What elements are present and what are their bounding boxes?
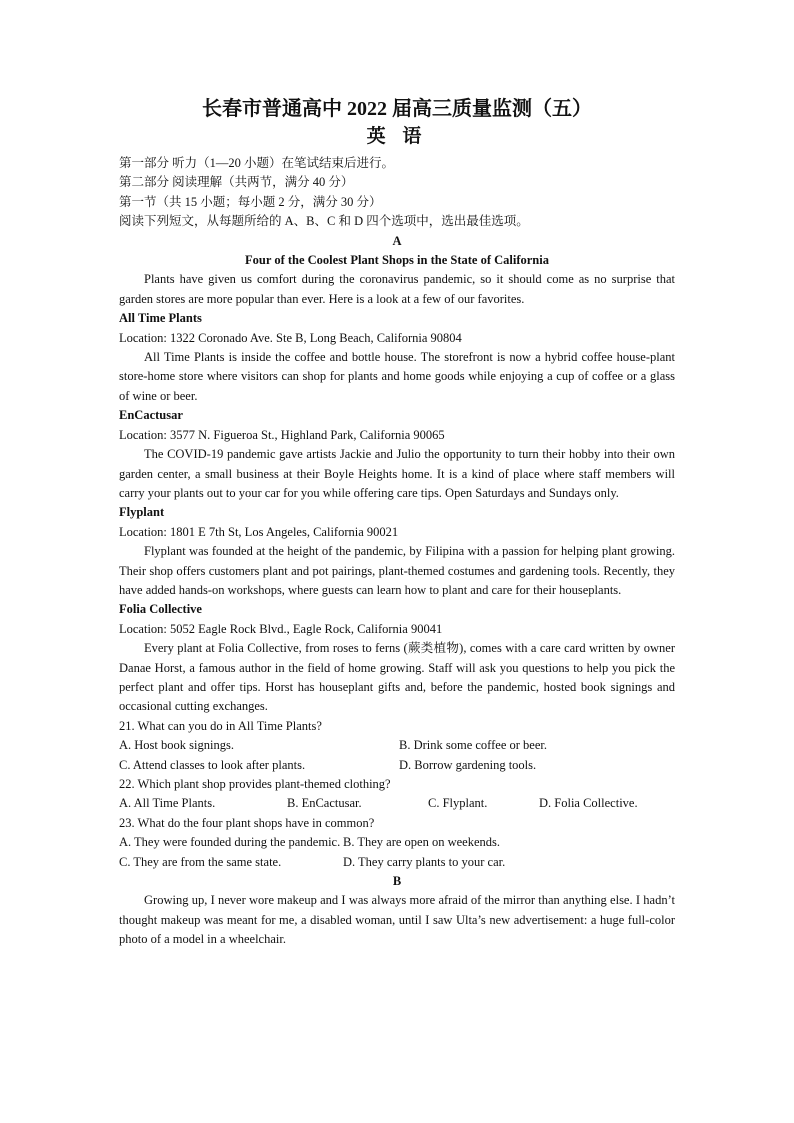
option-c: C. Flyplant. [428, 796, 488, 811]
passage-b-text: Growing up, I never wore makeup and I was always more afraid of the mirror than anything else. I hadn’t thought makeup was meant for me, a disabled woman, until I saw Ulta’s new advertisement: a huge full-color photo of a model in a wheelchair. [119, 893, 675, 947]
question-options [119, 794, 675, 813]
option-a: A. They were founded during the pandemic. [119, 835, 341, 850]
shop-location: Location: 3577 N. Figueroa St., Highland Park, California 90065 [119, 427, 445, 442]
option-b: B. Drink some coffee or beer. [399, 738, 547, 753]
passage-a-letter: A [392, 233, 402, 248]
option-d: D. They carry plants to your car. [343, 854, 506, 869]
shop-name: Flyplant [119, 505, 165, 520]
shop-description: Every plant at Folia Collective, from roses to ferns (蕨类植物), comes with a care card written by owner Danae Horst, a famous author in the field of home growing. Staff will ask you questions to help you pick the perfect plant and offer tips. Horst has houseplant gifts and, before the pandemic, hosted book signings and occasional cutting exchanges. [119, 641, 675, 714]
shop-name: EnCactusar [119, 408, 183, 423]
option-a: A. Host book signings. [119, 738, 234, 753]
shop-name: All Time Plants [119, 311, 202, 326]
passage-a-intro: Plants have given us comfort during the coronavirus pandemic, so it should come as no surprise that garden stores are more popular than ever. Here is a look at a few of our favorites. [119, 272, 675, 306]
option-d: D. Folia Collective. [539, 796, 638, 811]
instruction-line: 第二部分 阅读理解（共两节，满分 40 分） [119, 175, 354, 190]
shop-location: Location: 5052 Eagle Rock Blvd., Eagle Rock, California 90041 [119, 621, 443, 636]
shop-description: All Time Plants is inside the coffee and bottle house. The storefront is now a hybrid coffee house-plant store-home store where visitors can shop for plants and home goods while enjoying a cup of coffee or a glass of wine or beer. [119, 350, 675, 403]
exam-title: 长春市普通高中 2022 届高三质量监测（五） [202, 98, 592, 120]
shop-location: Location: 1322 Coronado Ave. Ste B, Long Beach, California 90804 [119, 330, 462, 345]
question-stem: 23. What do the four plant shops have in common? [119, 815, 375, 830]
option-b: B. EnCactusar. [287, 796, 362, 811]
question-options [119, 833, 675, 872]
question-options [119, 736, 675, 775]
instruction-line: 第一部分 听力（1—20 小题）在笔试结束后进行。 [119, 156, 395, 170]
instruction-line: 第一节（共 15 小题；每小题 2 分，满分 30 分） [119, 194, 382, 209]
question-stem: 22. Which plant shop provides plant-themed clothing? [119, 777, 391, 791]
passage-a-title: Four of the Coolest Plant Shops in the State of California [245, 253, 549, 268]
option-c: C. They are from the same state. [119, 854, 282, 869]
exam-page [119, 96, 675, 950]
shop-name: Folia Collective [119, 602, 202, 617]
passage-b-letter: B [392, 874, 402, 889]
subject-title: 英 语 [366, 126, 428, 147]
option-c: C. Attend classes to look after plants. [119, 757, 306, 772]
option-d: D. Borrow gardening tools. [399, 757, 537, 772]
question-stem: 21. What can you do in All Time Plants? [119, 718, 322, 733]
instruction-line: 阅读下列短文，从每题所给的 A、B、C 和 D 四个选项中，选出最佳选项。 [119, 214, 529, 229]
option-a: A. All Time Plants. [119, 796, 216, 811]
shop-description: The COVID-19 pandemic gave artists Jackie and Julio the opportunity to turn their hobby into their own garden center, a small business at their Boyle Heights home. It is a kind of place where staff members will carry your plants out to your car for you while offering care tips. Open Saturdays and Sundays only. [119, 447, 675, 500]
shop-location: Location: 1801 E 7th St, Los Angeles, California 90021 [119, 524, 399, 539]
option-b: B. They are open on weekends. [343, 835, 501, 850]
shop-description: Flyplant was founded at the height of the pandemic, by Filipina with a passion for helping plant growing. Their shop offers customers plant and pot pairings, plant-themed costumes and gardening tools. Recently, they have added hands-on workshops, where guests can learn how to plant and care for their houseplants. [119, 544, 675, 597]
